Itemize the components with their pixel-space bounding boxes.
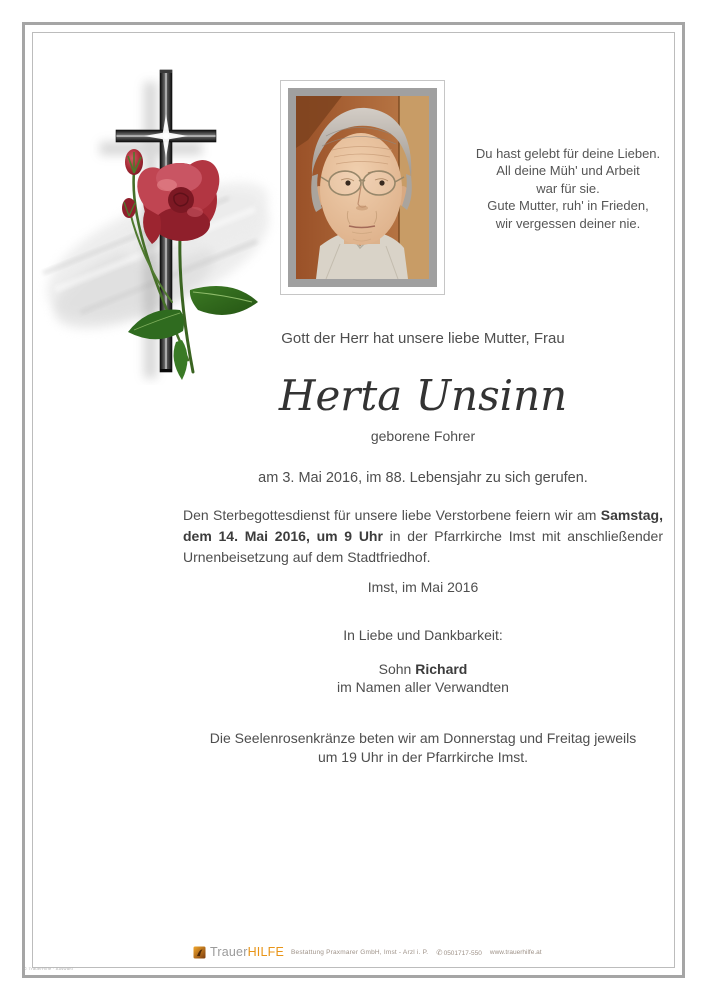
maiden-name: geborene Fohrer [370, 428, 476, 444]
funeral-home-footer [193, 944, 542, 960]
rosary-line: um 19 Uhr in der Pfarrkirche Imst. [317, 748, 529, 765]
deceased-name: Herta Unsinn [278, 371, 568, 420]
copyright-note: © TrauerHilfe · Auswahl [24, 966, 73, 971]
service-text: in der Pfarrkirche Imst mit anschließender Urnenbeisetzung auf dem Stadtfriedhof. [183, 528, 663, 565]
mourner-line [183, 661, 663, 677]
phone-number: 0501717-550 [443, 949, 482, 957]
poem-line: Du hast gelebt für deine Lieben. [475, 146, 661, 161]
mourner-rest-line: im Namen aller Verwandten [337, 679, 509, 695]
poem-line: war für sie. [536, 180, 600, 196]
trauerhilfe-logo-icon [193, 946, 206, 959]
place-date-line: Imst, im Mai 2016 [367, 579, 479, 595]
service-text: Den Sterbegottesdienst für unsere liebe Verstorbene feiern wir am [183, 507, 601, 523]
rosary-line: Die Seelenrosenkränze beten wir am Donnerstag und Freitag jeweils [209, 730, 637, 746]
poem-line: Gute Mutter, ruh' in Frieden, [487, 198, 649, 214]
death-line: am 3. Mai 2016, im 88. Lebensjahr zu sich gerufen. [258, 470, 588, 486]
rosary-note [183, 729, 663, 766]
poem-line: wir vergessen deiner nie. [495, 215, 641, 231]
phone-icon: ✆ [436, 947, 443, 957]
portrait-photo-mat [288, 88, 437, 287]
poem-line: All deine Müh' und Arbeit [496, 163, 640, 179]
gratitude-line: In Liebe und Dankbarkeit: [343, 627, 503, 643]
memorial-poem [448, 145, 688, 232]
intro-line: Gott der Herr hat unsere liebe Mutter, Frau [281, 330, 565, 347]
brand-part-trauer: Trauer [210, 945, 248, 959]
mourner-relation: Sohn [378, 661, 416, 677]
portrait-photo [296, 96, 429, 279]
service-paragraph [183, 505, 663, 568]
service-date-highlight: Samstag, dem 14. Mai 2016, um 9 Uhr [183, 507, 663, 544]
footer-phone [436, 948, 482, 957]
mourner-name: Richard [415, 661, 468, 677]
brand-name [210, 945, 284, 959]
brand-part-hilfe: HILFE [247, 945, 284, 959]
footer-website: www.trauerhilfe.at [489, 948, 542, 956]
portrait-photo-frame [280, 80, 445, 295]
footer-tagline: Bestattung Praxmarer GmbH, Imst - Arzl i. P. [291, 948, 429, 956]
